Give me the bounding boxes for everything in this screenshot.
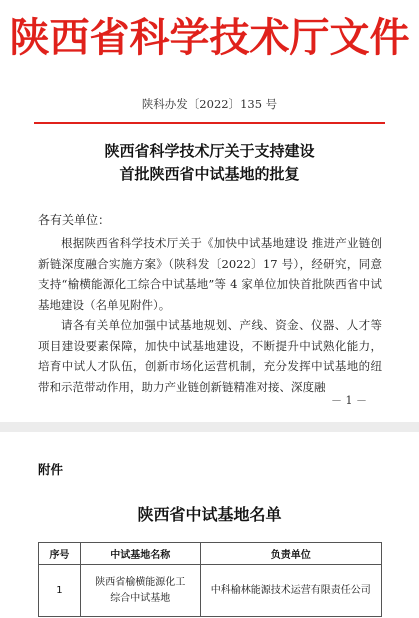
document-title-line-1: 陕西省科学技术厅关于支持建设	[104, 142, 315, 160]
table-header-row	[39, 543, 382, 565]
attachment-label: 附件	[38, 462, 64, 477]
document-body	[38, 233, 382, 397]
page-number: － 1 －	[331, 394, 367, 407]
pilot-base-table	[38, 542, 382, 617]
list-title: 陕西省中试基地名单	[137, 505, 282, 524]
header-index: 序号	[39, 543, 81, 565]
header-base-name: 中试基地名称	[80, 543, 200, 565]
salutation: 各有关单位：	[38, 213, 111, 227]
body-paragraph-2: 请各有关单位加强中试基地规划、产线、资金、仪器、人才等项目建设要素保障，加快中试基地建设，不断提升中试熟化能力，培育中试人才队伍，创新市场化运营机制，充分发挥中试基地的纽带和示范带动作用，助力产业链创新链精准对接、深度融	[38, 318, 382, 394]
header-responsible-unit: 负责单位	[200, 543, 381, 565]
document-page-2	[0, 432, 419, 618]
cell-base-name	[80, 565, 200, 617]
body-paragraph-1: 根据陕西省科学技术厅关于《加快中试基地建设 推进产业链创新链深度融合实施方案》（陕科发〔2022〕17 号），经研究，同意支持“榆横能源化工综合中试基地”等 4 家单位加快首批陕西省中试基地建设（名单见附件）。	[38, 236, 382, 312]
cell-base-name-line-1: 陕西省榆横能源化工	[95, 576, 186, 588]
red-divider-line	[34, 122, 385, 124]
document-number: 陕科办发〔2022〕135 号	[141, 97, 278, 111]
document-header: 陕西省科学技术厅文件	[9, 14, 410, 61]
cell-index: 1	[39, 565, 81, 617]
table-row	[39, 565, 382, 617]
document-title	[0, 140, 419, 186]
cell-responsible-unit: 中科榆林能源技术运营有限责任公司	[200, 565, 381, 617]
document-title-line-2: 首批陕西省中试基地的批复	[119, 165, 300, 183]
cell-base-name-line-2: 综合中试基地	[110, 592, 171, 604]
page-separator	[0, 422, 419, 432]
